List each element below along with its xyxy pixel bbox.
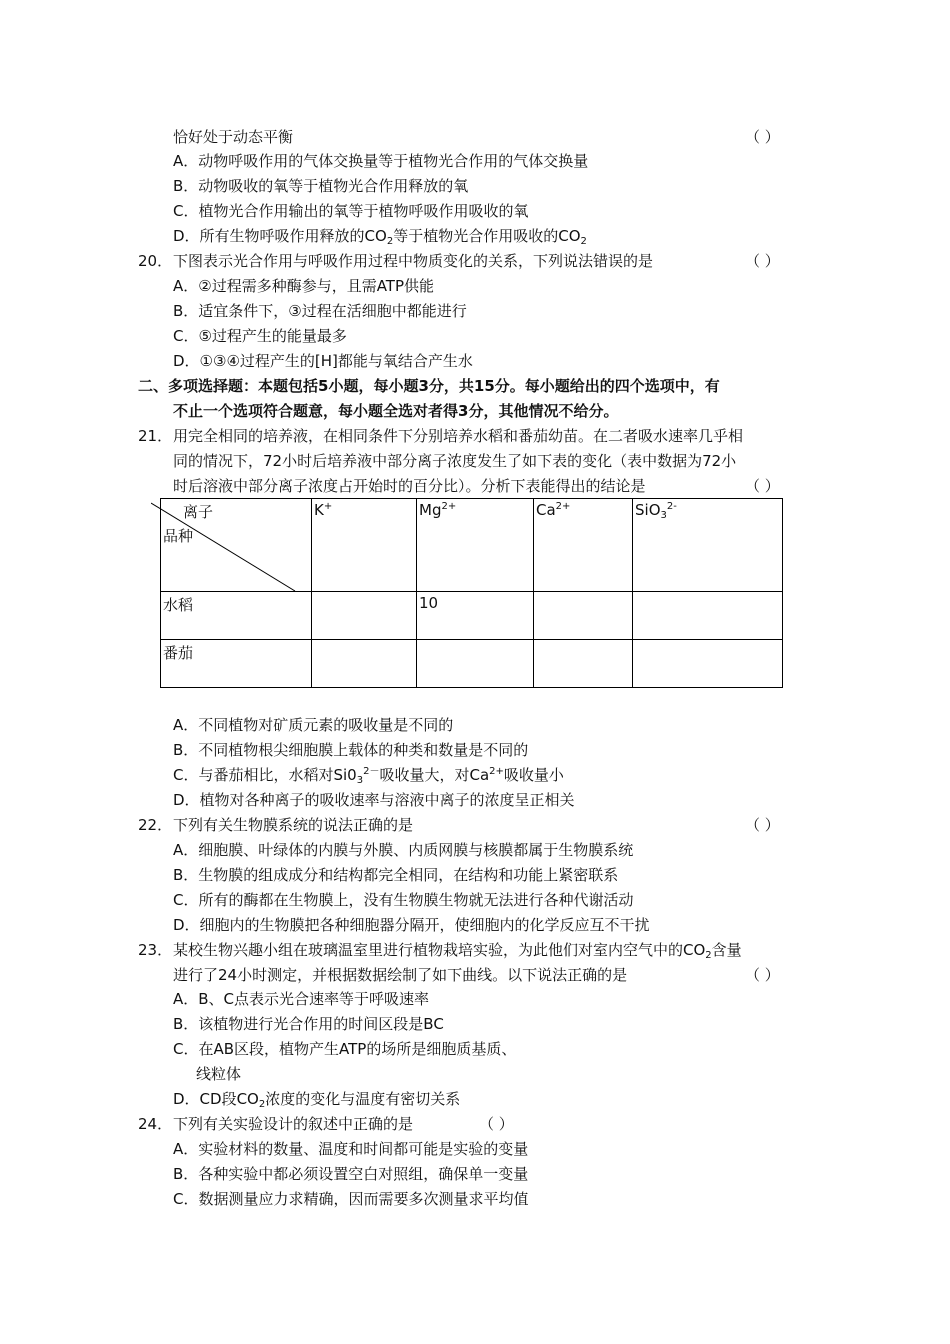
q20-option-b: B．适宜条件下，③过程在活细胞中都能进行 [173, 302, 467, 320]
ion-header-mg: $Mg^{2+}$ [417, 499, 534, 592]
q21-stem-line3: 时后溶液中部分离子浓度占开始时的百分比）。分析下表能得出的结论是 （ ） [0, 474, 950, 498]
answer-paren: （ ） [745, 128, 780, 146]
table-cell [633, 592, 783, 640]
table-cell [534, 640, 633, 688]
ion-header-sio3: SiO$_3^{2-}$ [633, 499, 783, 592]
q22-stem: 22． 下列有关生物膜系统的说法正确的是 （ ） [0, 813, 950, 837]
table-corner-cell [161, 499, 312, 592]
q20-option-d: D．①③④过程产生的[H]都能与氧结合产生水 [173, 352, 473, 370]
ion-concentration-table [160, 498, 783, 688]
q21-option-c: C．与番茄相比，水稻对$Si0_3^{2-}$吸收量大，对$Ca^{2+}$吸收量小 [173, 766, 564, 786]
q20-stem: 20． 下图表示光合作用与呼吸作用过程中物质变化的关系，下列说法错误的是 （ ） [0, 249, 950, 273]
table-cell [312, 640, 417, 688]
corner-label-ion: 离子 [183, 503, 214, 521]
section-heading: 二、多项选择题：本题包括5小题，每小题3分，共15分。每小题给出的四个选项中，有 [138, 377, 720, 395]
q21-option-b: B．不同植物根尖细胞膜上载体的种类和数量是不同的 [173, 741, 529, 759]
answer-paren: （ ） [745, 477, 780, 495]
q22-option-b: B．生物膜的组成成分和结构都完全相同，在结构和功能上紧密联系 [173, 866, 619, 884]
q21-stem-line1: 21． 用完全相同的培养液，在相同条件下分别培养水稻和番茄幼苗。在二者吸水速率几乎相 [0, 424, 950, 448]
question-number: 24． [138, 1115, 173, 1133]
q19-option-a: A．动物呼吸作用的气体交换量等于植物光合作用的气体交换量 [173, 152, 589, 170]
table-cell [312, 592, 417, 640]
answer-paren: （ ） [745, 252, 780, 270]
q23-option-b: B．该植物进行光合作用的时间区段是BC [173, 1015, 444, 1033]
ion-header-k: K+ [312, 499, 417, 592]
corner-label-variety: 品种 [163, 527, 194, 545]
question-number: 22． [138, 816, 173, 834]
q19-option-d: D．所有生物呼吸作用释放的$CO_2$等于植物光合作用吸收的$CO_2$ [173, 227, 587, 247]
q20-option-a: A．②过程需多种酶参与，且需ATP供能 [173, 277, 435, 295]
row-label-rice: 水稻 [161, 592, 312, 640]
q23-option-d: D．CD段$CO_2$浓度的变化与温度有密切关系 [173, 1090, 461, 1110]
question-number: 23． [138, 941, 173, 959]
q24-stem: 24． 下列有关实验设计的叙述中正确的是 （ ） [0, 1112, 950, 1136]
table-cell [417, 640, 534, 688]
table-row [161, 640, 783, 688]
q23-stem-line2: 进行了24小时测定，并根据数据绘制了如下曲线。以下说法正确的是 （ ） [0, 963, 950, 987]
q24-option-b: B．各种实验中都必须设置空白对照组，确保单一变量 [173, 1165, 529, 1183]
q19-option-b: B．动物吸收的氧等于植物光合作用释放的氧 [173, 177, 469, 195]
table-cell: 10 [417, 592, 534, 640]
q22-option-d: D．细胞内的生物膜把各种细胞器分隔开，使细胞内的化学反应互不干扰 [173, 916, 650, 934]
q23-option-a: A．B、C点表示光合速率等于呼吸速率 [173, 990, 430, 1008]
q19-option-c: C．植物光合作用输出的氧等于植物呼吸作用吸收的氧 [173, 202, 529, 220]
q24-option-c: C．数据测量应力求精确，因而需要多次测量求平均值 [173, 1190, 529, 1208]
row-label-tomato: 番茄 [161, 640, 312, 688]
q23-option-c-cont: 线粒体 [196, 1065, 242, 1083]
answer-paren: （ ） [745, 816, 780, 834]
q19-stem-tail: 恰好处于动态平衡 （ ） [0, 125, 950, 149]
table-row [161, 592, 783, 640]
q23-option-c: C．在AB区段，植物产生ATP的场所是细胞质基质、 [173, 1040, 517, 1058]
table-header-row [161, 499, 783, 592]
q24-option-a: A．实验材料的数量、温度和时间都可能是实验的变量 [173, 1140, 529, 1158]
table-cell [633, 640, 783, 688]
question-number: 20． [138, 252, 173, 270]
question-number: 21． [138, 427, 173, 445]
answer-paren: （ ） [479, 1115, 514, 1133]
q20-option-c: C．⑤过程产生的能量最多 [173, 327, 347, 345]
q22-option-c: C．所有的酶都在生物膜上，没有生物膜生物就无法进行各种代谢活动 [173, 891, 634, 909]
section-heading-cont: 不止一个选项符合题意，每小题全选对者得3分，其他情况不给分。 [173, 402, 619, 420]
q21-option-a: A．不同植物对矿质元素的吸收量是不同的 [173, 716, 454, 734]
q22-option-a: A．细胞膜、叶绿体的内膜与外膜、内质网膜与核膜都属于生物膜系统 [173, 841, 634, 859]
q21-option-d: D．植物对各种离子的吸收速率与溶液中离子的浓度呈正相关 [173, 791, 575, 809]
answer-paren: （ ） [745, 966, 780, 984]
q23-stem-line1: 23． 某校生物兴趣小组在玻璃温室里进行植物栽培实验，为此他们对室内空气中的$CO_2$含量 [0, 938, 950, 962]
q21-stem-line2: 同的情况下，72小时后培养液中部分离子浓度发生了如下表的变化（表中数据为72小 [173, 452, 737, 470]
ion-header-ca: $Ca^{2+}$ [534, 499, 633, 592]
table-cell [534, 592, 633, 640]
